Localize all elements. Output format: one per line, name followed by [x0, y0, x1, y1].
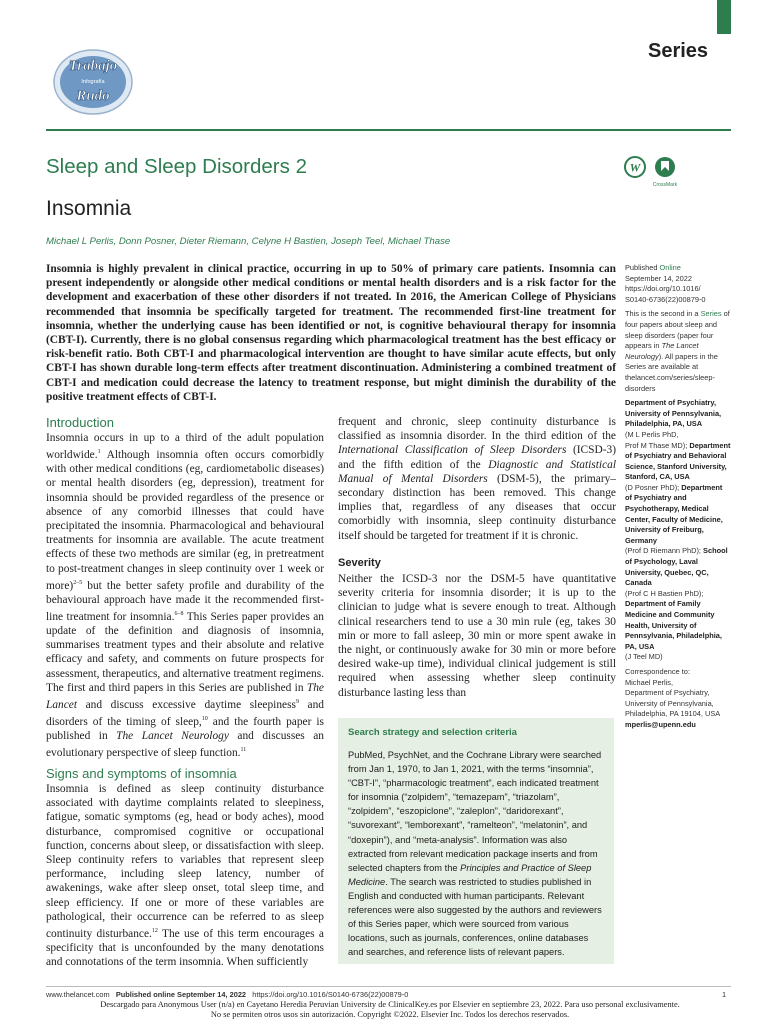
download-notice: Descargado para Anonymous User (n/a) en Cayetano Heredia Peruvian University de ClinicalKey.es por Elsevier en septiembre 23, 2022. Para uso personal exclusivamente. No se permiten otros usos sin autorización. Copyright ©2022. Elsevier Inc. Todos los derechos reservados. — [100, 1000, 680, 1019]
series-label: Series — [648, 40, 709, 62]
citation[interactable]: 9 — [295, 699, 299, 706]
column2-body: frequent and chronic, sleep continuity disturbance is classified as insomnia disorder. In the third edition of the International Classification of Sleep Disorders (ICSD-3) and the fifth edition of the Diagnostic and Statistical Manual of Mental Disorders (DSM-5), the primary–secondary distinction has been removed. This change implies that, regardless of any diseases that occur comorbidly with insomnia, sleep continuity disturbance itself should be targeted for treatment if it is chronic. — [338, 416, 617, 542]
affiliations: Department of Psychiatry, University of Pennsylvania, Philadelphia, PA, USA (M L Perlis PhD, Prof M Thase MD); Department of Psychiatry and Behavioral Science, Stanford University, Stanford, CA, USA (D Posner PhD); Department of Psychiatry and Psychotherapy, Medical Center, Faculty of Medicine, University of Freiburg, Germany (Prof D Riemann PhD); School of Psychology, Laval University, Quebec, QC, Canada (Prof C H Bastien PhD); Department of Family Medicine and Community Health, University of Pennsylvania, Philadelphia, PA, USA (J Teel MD) — [625, 398, 731, 662]
search-strategy-heading: Search strategy and selection criteria — [348, 727, 517, 738]
footer-doi[interactable]: https://doi.org/10.1016/S0140-6736(22)00879-0 — [252, 990, 409, 999]
page-footer — [46, 990, 408, 999]
signs-symptoms-body: Insomnia is defined as sleep continuity disturbance associated with daytime complaints related to sleepiness, fatigue, somatic symptoms (eg, head or body aches), mood disturbance, compromised cognitive or occupational function, concerns about sleep, or dissatisfaction with sleep. Sleep continuity refers to variables that represent sleep performance, including sleep latency, number of awakenings, wake after sleep onset, total sleep time, and sleep efficiency. If one or more of these variables are pathological, their occurrence can be referred to as sleep continuity disturbance.$^{12}$ The use of this term encourages a specificity that is unconfounded by the many denotations and connotations of the term insomnia. When sufficiently — [46, 783, 324, 969]
header-rule — [46, 129, 731, 131]
logo-text-top: Trabajo — [68, 58, 118, 74]
article-title: Insomnia — [46, 197, 132, 220]
author-list[interactable]: Michael L Perlis, Donn Posner, Dieter Riemann, Celyne H Bastien, Joseph Teel, Michael Thase — [46, 236, 451, 247]
site-link[interactable]: www.thelancet.com — [46, 990, 110, 999]
search-strategy-body: PubMed, PsychNet, and the Cochrane Library were searched from Jan 1, 1970, to Jan 1, 2021, with the terms “insomnia”, “CBT-I”, “pharmacologic treatment”, each indicated treatment for insomnia (“zolpidem”, “temazepam”, “triazolam”, “zolpidem”, “eszopiclone”, “zaleplon”, “daridorexant”, “suvorexant”, “lemborexant”, “ramelteon”, “melatonin”, and “doxepin”), and “meta-analysis”. Information was also extracted from relevant medication package inserts and from selected chapters from the Principles and Practice of Sleep Medicine. The search was restricted to studies published in English and conducted with human participants. Relevant references were also suggested by the authors and reviewers of this Series paper, which were sourced from various locations, such as journals, conferences, online databases and searches, and reference lists of relevant papers. — [348, 750, 602, 958]
citation[interactable]: 6–8 — [174, 611, 184, 618]
page-number: 1 — [722, 990, 727, 999]
severity-body: Neither the ICSD-3 nor the DSM-5 have quantitative severity criteria for insomnia disorder; it is up to the clinician to judge what is severe enough to treat. Although clinical researchers tend to use a 30 min rule (eg, takes 30 min or more to fall asleep, 30 min or more spent awake in the night, or continuously awake for 30 min or more before desired wake-up time), individual clinical judgement is still required when assessing whether sleep continuity disturbance lasting less than — [338, 573, 616, 699]
series-note: This is the second in a Series of four papers about sleep and sleep disorders (paper four appears in The Lancet Neurology). All papers in the Series are available at thelancet.com/series/sleep-disorders — [625, 309, 730, 393]
margin-notes — [625, 263, 731, 735]
citation[interactable]: 10 — [201, 716, 208, 723]
doi-link[interactable]: https://doi.org/10.1016/ S0140-6736(22)00879-0 — [625, 284, 706, 304]
search-strategy-panel — [338, 718, 614, 964]
severity-heading: Severity — [338, 557, 381, 569]
citation[interactable]: 1 — [97, 449, 101, 456]
citation[interactable]: 12 — [151, 928, 158, 935]
crossmark-badge[interactable] — [623, 153, 683, 189]
series-color-bar — [717, 0, 731, 34]
logo-text-bottom: Rudo — [76, 88, 110, 104]
publication-info: Published Online September 14, 2022 https://doi.org/10.1016/ S0140-6736(22)00879-0 — [625, 263, 706, 304]
logo-text-mid: Infografía — [81, 79, 105, 85]
trabajo-rudo-logo — [52, 48, 134, 116]
citation[interactable]: 11 — [240, 747, 247, 754]
series-link[interactable]: Series — [700, 309, 722, 319]
footer-rule — [46, 986, 731, 987]
crossmark-label: CrossMark — [652, 182, 678, 188]
series-title: Sleep and Sleep Disorders 2 — [46, 155, 307, 178]
introduction-body: Insomnia occurs in up to a third of the adult population worldwide.$^1$ Although insomnia often occurs comorbidly with other medical conditions (eg, cardiometabolic diseases) or mental health disorders (eg, depression), treatment for insomnia should be provided regardless of the presence or absence of any comorbid illnesses that could have precipitated the insomnia. Pharmacological and behavioural treatments for insomnia are available. The acute treatment effects of these two methods are similar (eg, in pretreatment to post-treatment changes in sleep continuity over 1 week or more)$^{2-5}$ but the better safety profile and durability of the behavioural approach have made it the recommended first-line treatment for insomnia.$^{6-8}$ This Series paper provides an update of the definition and diagnosis of insomnia, summarises treatment types and their absolute and relative efficacy and safety, and comments on future prospects for assessment, therapeutics, and alternative treatment regimens. The first and third papers in this Series are published in The Lancet and discuss excessive daytime sleepiness$^9$ and disorders of the timing of sleep,$^{10}$ and the fourth paper is published in The Lancet Neurology and discusses an evolutionary perspective of sleep function.$^{11}$ — [46, 432, 324, 760]
signs-symptoms-heading: Signs and symptoms of insomnia — [46, 766, 237, 781]
svg-text:W: W — [629, 160, 641, 175]
citation[interactable]: 2–5 — [73, 579, 83, 586]
correspondence: Correspondence to: Michael Perlis, Department of Psychiatry, University of Pennsylvania, Philadelphia, PA 19104, USA mperlis@upenn.edu — [625, 666, 721, 729]
introduction-heading: Introduction — [46, 415, 114, 430]
footer-published: Published online September 14, 2022 — [115, 990, 247, 999]
email-link[interactable]: mperlis@upenn.edu — [625, 719, 696, 729]
abstract: Insomnia is highly prevalent in clinical practice, occurring in up to 50% of primary care patients. Insomnia can present independently or alongside other medical conditions or mental health disorders and is a risk factor for the development and exacerbation of these other disorders if not treated. In 2016, the American College of Physicians recommended that insomnia be specifically targeted for treatment. The recommended first-line treatment for insomnia, whether the underlying cause has been identified or not, is cognitive behavioural therapy for insomnia (CBT-I). Currently, there is no global consensus regarding which pharmacological treatment has the best efficacy or risk-benefit ratio. Both CBT-I and pharmacological intervention are thought to have similar acute effects, but only CBT-I has shown durable long-term effects after treatment discontinuation. Administering a combined treatment of CBT-I and medication could decrease the latency to treatment response, but might diminish the durability of the positive treatment effects of CBT-I. — [46, 263, 616, 403]
